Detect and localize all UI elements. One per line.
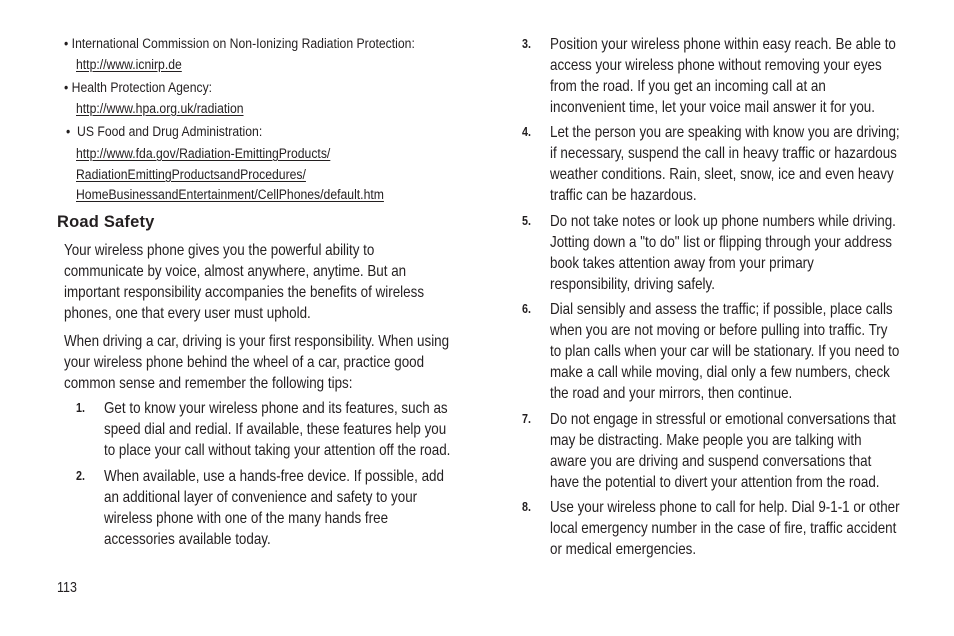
tip-line: weather conditions. Rain, sleet, snow, ice and even heavy [550,166,894,183]
resource-item [64,34,415,55]
tip-number: 1. [76,401,85,415]
tip-line: local emergency number in the case of fire, traffic accident [550,520,897,537]
tip-line: accessories available today. [104,531,271,548]
tip-line: to plan calls when your car will be stationary. If you need to [550,343,900,360]
tip-line: to place your call without taking your attention off the road. [104,442,451,459]
tip-line: Do not take notes or look up phone numbers while driving. [550,213,896,230]
resource-link[interactable]: RadiationEmittingProductsandProcedures/ [76,167,306,183]
tip-line: have the potential to divert your attention from the road. [550,474,880,491]
tip-line: access your wireless phone without removing your eyes [550,57,882,74]
paragraph-line: phones, one that every user must uphold. [64,305,311,322]
tip-line: or medical emergencies. [550,541,697,558]
tip-number: 2. [76,469,85,483]
tip-line: speed dial and redial. If available, these features help you [104,421,447,438]
paragraph-line: When driving a car, driving is your first responsibility. When using [64,333,450,350]
resource-link[interactable]: http://www.fda.gov/Radiation-EmittingProducts/ [76,146,331,162]
tip-line: Do not engage in stressful or emotional conversations that [550,411,896,428]
tip-line: Use your wireless phone to call for help. Dial 9-1-1 or other [550,499,900,516]
resource-link[interactable]: http://www.icnirp.de [76,57,182,73]
page-number: 113 [57,580,77,596]
tip-line: aware you are driving and suspend conversations that [550,453,872,470]
paragraph-line: Your wireless phone gives you the powerful ability to [64,242,375,259]
resource-label: Health Protection Agency: [71,80,213,96]
tip-line: wireless phone with one of the many hands free [104,510,389,527]
bullet-icon: • [64,80,69,96]
resource-label: US Food and Drug Administration: [77,124,263,140]
tip-line: Jotting down a "to do" list or flipping through your address [550,234,893,251]
tip-line: Let the person you are speaking with know you are driving; [550,124,900,141]
tip-number: 5. [522,214,531,228]
bullet-icon: • [66,124,71,140]
tip-number: 8. [522,500,531,514]
bullet-icon: • [64,36,69,52]
tip-number: 4. [522,125,531,139]
paragraph-line: common sense and remember the following tips: [64,375,353,392]
tip-line: When available, use a hands-free device. If possible, add [104,468,444,485]
tip-line: responsibility, driving safely. [550,276,715,293]
tip-line: from the road. If you get an incoming call at an [550,78,826,95]
tip-line: an additional layer of convenience and safety to your [104,489,418,506]
tip-line: traffic can be hazardous. [550,187,697,204]
section-heading: Road Safety [57,213,155,231]
tip-line: if necessary, suspend the call in heavy traffic or hazardous [550,145,897,162]
tip-line: book takes attention away from your primary [550,255,814,272]
tip-number: 7. [522,412,531,426]
tip-line: Get to know your wireless phone and its features, such as [104,400,448,417]
resource-item [66,122,262,143]
tip-line: may be distracting. Make people you are talking with [550,432,862,449]
resource-link[interactable]: HomeBusinessandEntertainment/CellPhones/default.htm [76,187,384,203]
tip-line: Position your wireless phone within easy reach. Be able to [550,36,896,53]
tip-line: inconvenient time, let your voice mail answer it for you. [550,99,875,116]
tip-line: when you are not moving or before pulling into traffic. Try [550,322,888,339]
tip-number: 3. [522,37,531,51]
paragraph-line: your wireless phone behind the wheel of a car, practice good [64,354,425,371]
paragraph-line: important responsibility accompanies the benefits of wireless [64,284,425,301]
tip-line: Dial sensibly and assess the traffic; if possible, place calls [550,301,893,318]
tip-number: 6. [522,302,531,316]
paragraph-line: communicate by voice, almost anywhere, anytime. But an [64,263,407,280]
resource-link[interactable]: http://www.hpa.org.uk/radiation [76,101,244,117]
tip-line: make a call while moving, dial only a few numbers, check [550,364,890,381]
resource-item [64,78,212,99]
resource-label: International Commission on Non-Ionizing Radiation Protection: [71,36,415,52]
tip-line: the road and your mirrors, then continue. [550,385,793,402]
